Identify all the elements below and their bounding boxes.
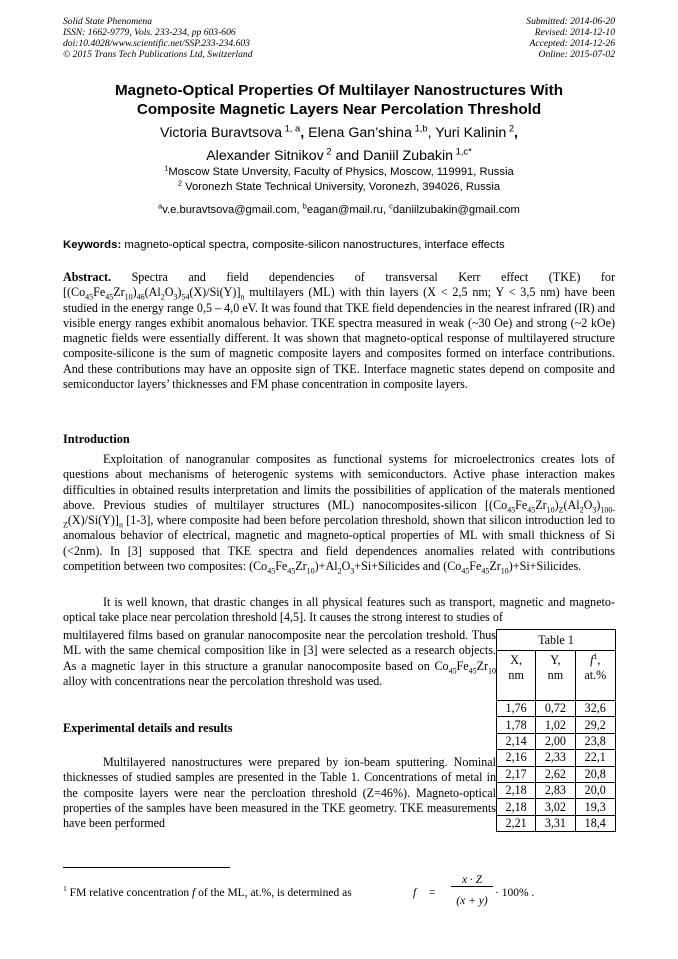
keywords-text: magneto-optical spectra, composite-silicon nanostructures, interface effects [124,239,505,251]
table-1 [496,629,616,832]
issn: ISSN: 1662-9779, Vols. 233-234, pp 603-606 [63,27,236,38]
author-affil-mark: 2 [323,146,332,157]
column-header-y [536,651,575,701]
introduction-paragraph-1: Exploitation of nanogranular composites as functional systems for microelectronics creates lots of questions about mechanisms of heterogenic systems with semiconductors. Active phase interaction makes difficulties in obtained results interpretation and limits the possibilities of application of the materals mentioned above. Previous studies of multilayer structures (ML) nanocomposites-silicon $[(Co_{45}Fe_{45}Zr_{10})_Z(Al_2O_3)_{100-Z}(X)/Si(Y)]_n$ [1-3], where composite had been before percolation threshold, shown that silicon introduction led to anomalous behavior of electrical, magnetic and magneto-optical properties of ML with small thickness of Si (<2nm). In [3] supposed that TKE spectra and field dependences anomalies related with contributions competition between two composites: $(Co_{45}Fe_{45}Zr_{10})+Al_2O_3+Si+Silicides$ and $(Co_{45}Fe_{45}Zr_{10})+Si+Silicides$. [63,452,615,576]
table-cell: 2,18 [497,782,536,798]
footnote-divider [63,867,230,868]
author-name: Daniil Zubakin [363,148,454,164]
paper-title [63,81,615,119]
header-unit: nm [547,668,564,682]
footnote-text-part: of the ML, at.%, is determined as [198,887,352,899]
header-label: f [590,653,594,667]
footnote-text [63,886,352,900]
table-cell: 20,0 [575,782,615,798]
affiliation-text: Voronezh State Technical University, Voronezh, 394026, Russia [185,181,501,193]
copyright: © 2015 Trans Tech Publications Ltd, Switzerland [63,49,253,60]
footnote-ref: 1 [593,651,598,661]
table-cell: 2,00 [536,733,575,749]
and-word: and [335,148,360,164]
author-affil-mark: 1, a [281,123,301,134]
affiliation-1 [63,165,615,180]
emails [63,203,615,217]
fraction-bar [451,886,493,887]
affiliations [63,165,615,195]
table-cell: 2,33 [536,750,575,766]
formula-variable: f [413,887,417,899]
introduction-paragraph-2a: It is well known, that drastic changes in all physical features such as transport, magnetic and magneto-optical take place near percolation threshold [4,5]. It causes the strong interest to studies of [63,595,615,625]
header-unit: at.% [584,668,607,682]
table-cell: 1,76 [497,701,536,717]
header-label: Y, [550,653,561,667]
table-row [497,815,616,831]
email-link[interactable]: daniilzubakin@gmail.com [392,204,520,216]
header-unit: nm [508,668,524,682]
header-comma: , [597,653,601,667]
introduction-paragraph-2b: multilayered films based on granular nanocomposite near the percolation treshold. Thus ML with the same chemical composition like in [3] were selected as a research objects. As a magnetic layer in this structure a granular nanocomposite based on $Co_{45}Fe_{45}Zr_{10}$ alloy with concentrations near the percolation threshold was used. [63,628,496,688]
table-cell: 2,14 [497,733,536,749]
table-cell: 3,02 [536,799,575,815]
formula-denominator: (x + y) [456,895,488,907]
experimental-heading: Experimental details and results [63,721,233,735]
submitted-date: Submitted: 2014-06-20 [526,16,615,27]
table-row [497,750,616,766]
table-row [497,782,616,798]
online-date: Online: 2015-07-02 [538,49,615,60]
author-affil-mark: 2 [506,123,515,134]
journal-header [63,16,253,60]
email-link[interactable]: eagan@mail.ru, [306,204,387,216]
table-caption: Table 1 [497,630,616,651]
affiliation-mark: 1 [164,163,169,173]
authors [63,122,615,168]
doi: doi:10.4028/www.scientific.net/SSP.233-234.603 [63,38,250,49]
header-label: X, [510,653,523,667]
table-row [497,701,616,717]
table-row [497,717,616,733]
table-row [497,766,616,782]
email-mark: b [302,201,307,211]
table-row [497,799,616,815]
keywords-label: Keywords: [63,239,122,251]
table-cell: 2,18 [497,799,536,815]
accepted-date: Accepted: 2014-12-26 [529,38,615,49]
table-cell: 18,4 [575,815,615,831]
author-name: Yuri Kalinin [435,125,507,141]
title-line-2: Composite Magnetic Layers Near Percolation Threshold [136,101,542,118]
table-cell: 2,17 [497,766,536,782]
table-cell: 1,02 [536,717,575,733]
revised-date: Revised: 2014-12-10 [534,27,615,38]
table-cell: 2,21 [497,815,536,831]
journal-name: Solid State Phenomena [63,16,152,27]
author-affil-mark: 1,c* [453,146,472,157]
experimental-paragraph: Multilayered nanostructures were prepared by ion-beam sputtering. Nominal thicknesses of studied samples are presented in the Table 1. Concentrations of metal in the composite layers were near the percloation threshold (Z=46%). Magneto-optical properties of the samples have been measured in the TKE geometry. TKE measurements have been performed [63,755,496,831]
thickness-table [496,629,616,832]
formula-tail: · 100% . [495,887,535,899]
title-line-1: Magneto-Optical Properties Of Multilayer Nanostructures With [115,82,563,99]
email-mark: c [389,201,393,211]
column-header-f [575,651,615,701]
footnote-mark: 1 [63,884,67,894]
author-name: Alexander Sitnikov [206,148,324,164]
table-cell: 32,6 [575,701,615,717]
table-cell: 2,62 [536,766,575,782]
dates-header [470,16,615,60]
author-name: Elena Gan’shina [308,125,412,141]
abstract-label: Abstract. [63,270,112,284]
table-header-row [497,651,616,701]
table-cell: 2,83 [536,782,575,798]
table-cell: 3,31 [536,815,575,831]
email-mark: a [158,201,163,211]
keywords [63,238,623,252]
formula-equals: = [429,887,436,899]
table-cell: 19,3 [575,799,615,815]
column-header-x [497,651,536,701]
affiliation-2 [63,180,615,195]
table-cell: 23,8 [575,733,615,749]
formula-numerator: x · Z [461,874,483,886]
affiliation-mark: 2 [177,178,183,188]
table-cell: 0,72 [536,701,575,717]
table-cell: 29,2 [575,717,615,733]
table-row [497,733,616,749]
table-cell: 22,1 [575,750,615,766]
footnote-variable: f [191,887,196,899]
table-cell: 2,16 [497,750,536,766]
email-link[interactable]: v.e.buravtsova@gmail.com, [162,204,300,216]
footnote-text-part: FM relative concentration [69,887,190,899]
affiliation-text: Moscow State Unversity, Faculty of Physics, Moscow, 119991, Russia [168,166,514,178]
author-name: Victoria Buravtsova [160,125,282,141]
authors-line-1: Victoria Buravtsova $^{1, a}$, Elena Gan’shina $^{1,b}$, Yuri Kalinin $^2$, [160,123,518,141]
author-affil-mark: 1,b [411,123,428,134]
table-cell: 1,78 [497,717,536,733]
introduction-heading: Introduction [63,432,130,446]
abstract: Abstract. Spectra and field dependencies of transversal Kerr effect (TKE) for $[(Co_{45}Fe_{45}Zr_{10})_{46}(Al_2O_3)_{54}(X)/Si(Y)]_n$ multilayers (ML) with thin layers (X < 2,5 nm; Y < 3,5 nm) have been studied in the energy range 0,5 – 4,0 eV. It was found that TKE field dependencies in the nearest infrared (IR) and visible energy ranges exhibit anomalous behavior. TKE spectra measured in weak (~30 Oe) and strong (~2 kOe) magnetic fields were essentially different. It was shown that magneto-optical response of multilayered structure composite-silicone is the sum of magnetic composite layers and composites formed on interface contributions. And these contributions may have an opposite sign of TKE. Interface magnetic states depend on composite and semiconductor layers’ thicknesses and FM phase concentration in composite layers. [63,270,615,392]
table-cell: 20,8 [575,766,615,782]
